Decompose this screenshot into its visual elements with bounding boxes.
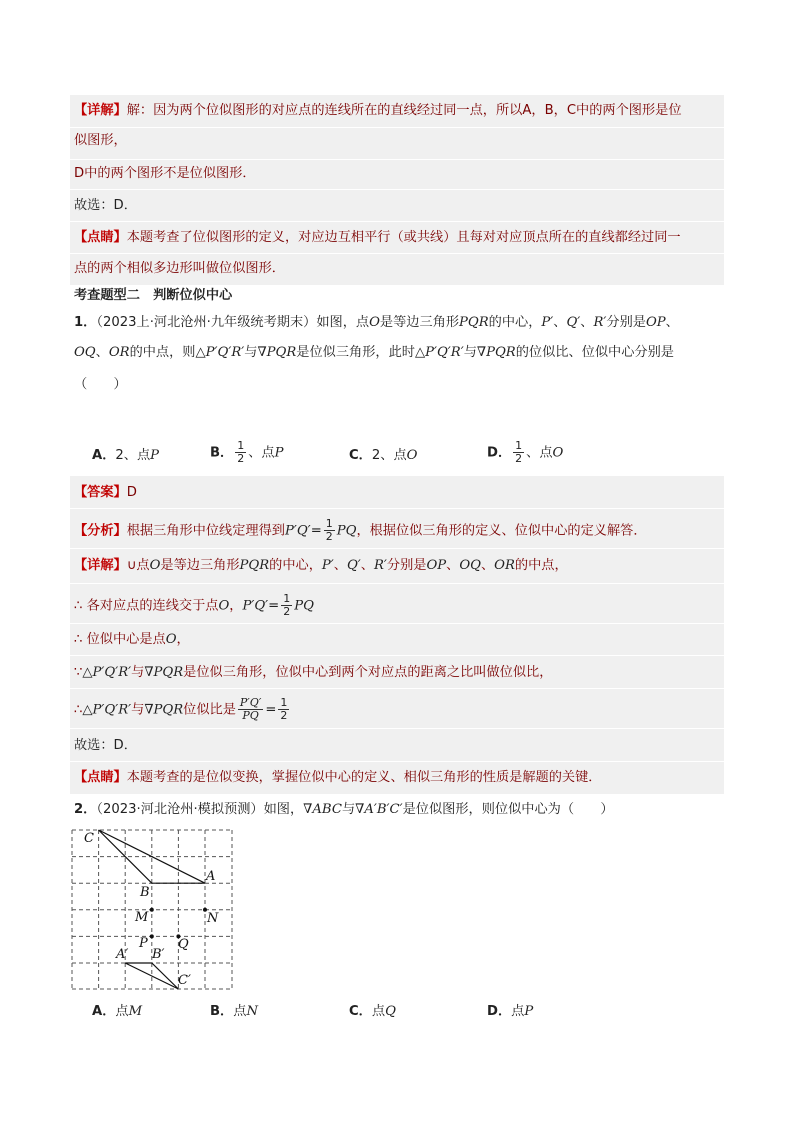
label-p: P — [139, 936, 148, 951]
math-op: = — [268, 598, 280, 614]
math-var: OQ — [459, 558, 481, 573]
math-var: OP — [645, 315, 666, 330]
fraction — [324, 518, 335, 543]
fraction-den: PQ — [242, 709, 259, 722]
fraction — [281, 593, 292, 618]
option-text: 点 — [233, 1004, 247, 1019]
detail-row-2 — [74, 593, 314, 618]
comment-text: 本题考查了位似图形的定义，对应边互相平行（或共线）且每对对应顶点所在的直线都经过同一 — [126, 230, 681, 245]
answer-blank: （ ） — [74, 377, 127, 392]
answer-text: 故选：D． — [74, 738, 137, 753]
divider — [70, 761, 724, 762]
answer-line — [74, 736, 137, 756]
label-c: C — [84, 831, 94, 846]
option-label: D． — [487, 445, 512, 461]
option-a[interactable] — [92, 446, 159, 466]
divider — [70, 127, 724, 128]
detail-text: D中的两个图形不是位似图形． — [74, 166, 256, 181]
math-var: O — [552, 445, 564, 461]
detail-text: 分别是 — [386, 558, 427, 573]
math-var: R′ — [373, 558, 387, 573]
answer-line — [74, 196, 137, 216]
math-var: OR — [494, 558, 515, 573]
question-1-line-1 — [74, 313, 679, 333]
stem-text: 、 — [553, 315, 567, 330]
math-var: ∇PQR — [476, 345, 516, 360]
stem-text: 与 — [341, 802, 356, 817]
point-m — [150, 908, 154, 912]
option-label: B． — [210, 1004, 234, 1019]
divider — [70, 548, 724, 549]
label-m: M — [135, 910, 149, 925]
detail-text: ， — [229, 598, 243, 614]
stem-text: 的中心， — [488, 315, 542, 330]
option-b[interactable] — [210, 440, 284, 465]
detail-text: ∴ 各对应点的连线交于点 — [74, 598, 219, 614]
math-var: ∇PQR — [144, 702, 184, 718]
detail-row-3 — [74, 630, 190, 650]
math-var: Q′ — [566, 315, 581, 330]
option-c[interactable] — [349, 446, 417, 466]
option-label: A． — [92, 448, 116, 463]
fraction-num: 1 — [515, 439, 523, 452]
option-label: A． — [92, 1004, 116, 1019]
math-var: O — [406, 448, 418, 463]
divider — [70, 221, 724, 222]
answer-row — [74, 483, 137, 503]
detail-text: 位似比是 — [183, 702, 236, 718]
math-op: = — [265, 702, 277, 718]
question-number: 1． — [74, 315, 97, 330]
divider — [70, 253, 724, 254]
detail-text: 、 — [360, 558, 374, 573]
detail-text: ∴ — [74, 702, 83, 718]
divider — [70, 623, 724, 624]
math-var: ∇ABC — [303, 802, 342, 817]
math-var: △P′Q′R′ — [414, 345, 464, 360]
option-d[interactable] — [487, 1002, 533, 1022]
stem-text: 、 — [580, 315, 594, 330]
option-text: 2、点 — [115, 448, 151, 463]
detail-text: 的中心， — [269, 558, 322, 573]
math-op: = — [310, 523, 322, 539]
comment-line-1 — [74, 228, 681, 248]
detail-text: 与 — [131, 665, 145, 680]
analysis-tag: 【分析】 — [74, 523, 127, 539]
detail-line-1 — [74, 101, 682, 121]
detail-row-4 — [74, 663, 552, 683]
fraction-den: 2 — [283, 605, 291, 618]
question-1-line-2 — [74, 343, 674, 363]
detail-row-5 — [74, 697, 291, 722]
comment-text: 本题考查的是位似变换，掌握位似中心的定义、相似三角形的性质是解题的关键． — [126, 770, 602, 785]
math-var: PQR — [239, 558, 270, 573]
option-label: C． — [349, 448, 372, 463]
divider — [70, 583, 724, 584]
math-var: PQ — [336, 523, 357, 539]
fraction-num: 1 — [237, 439, 245, 452]
analysis-text: 根据三角形中位线定理得到 — [126, 523, 285, 539]
math-var: OQ — [74, 345, 96, 360]
question-2-line-1 — [74, 800, 614, 820]
question-source: （2023·河北沧州·模拟预测） — [96, 802, 264, 817]
math-var: P — [274, 445, 284, 461]
stem-text: 是等边三角形 — [379, 315, 460, 330]
math-var: O — [218, 598, 230, 614]
divider — [70, 688, 724, 689]
math-var: O — [165, 632, 177, 647]
stem-text: 、 — [95, 345, 109, 360]
math-var: Q — [385, 1004, 396, 1019]
math-var: P′ — [541, 315, 554, 330]
fraction — [235, 440, 246, 465]
option-text: 、点 — [248, 445, 275, 461]
option-c[interactable] — [349, 1002, 396, 1022]
stem-text: 分别是 — [606, 315, 646, 330]
stem-text: 是位似图形，则位似中心为（ ） — [402, 802, 614, 817]
question-1-line-3 — [74, 375, 127, 395]
fraction-den: 2 — [280, 709, 288, 722]
math-var: △P′Q′R′ — [82, 702, 132, 718]
math-var: PQR — [459, 315, 489, 330]
fraction-num: 1 — [280, 696, 288, 709]
fraction-num: 1 — [325, 517, 333, 530]
answer-tag: 【答案】 — [74, 485, 127, 500]
divider — [70, 728, 724, 729]
divider — [70, 655, 724, 656]
fraction-num: P′Q′ — [239, 696, 262, 709]
math-var: OP — [426, 558, 447, 573]
detail-tag: 【详解】 — [74, 558, 127, 573]
label-b-prime: B′ — [152, 947, 165, 962]
math-var: P′Q′ — [242, 598, 269, 614]
fraction — [513, 440, 524, 465]
math-var: P′Q′ — [285, 523, 311, 539]
stem-text: 是位似三角形，此时 — [296, 345, 415, 360]
detail-text: 似图形， — [74, 133, 127, 148]
detail-text: 是等边三角形 — [160, 558, 240, 573]
stem-text: 如图， — [263, 802, 304, 817]
comment-tag: 【点睛】 — [74, 230, 127, 245]
detail-text: ， — [176, 632, 190, 647]
option-label: D． — [487, 1004, 512, 1019]
math-var: P — [524, 1004, 534, 1019]
detail-text: 的中点， — [514, 558, 568, 573]
stem-text: 的中点，则 — [129, 345, 196, 360]
answer-text: 故选：D． — [74, 198, 137, 213]
option-a[interactable] — [92, 1002, 142, 1022]
math-var: Q′ — [346, 558, 361, 573]
stem-text: 如图，点 — [316, 315, 370, 330]
label-c-prime: C′ — [178, 973, 191, 988]
stem-text: 与 — [463, 345, 477, 360]
math-var: P′ — [321, 558, 334, 573]
math-var: △P′Q′R′ — [82, 665, 132, 680]
fraction — [278, 697, 289, 722]
option-text: 点 — [115, 1004, 129, 1019]
math-var: N — [246, 1004, 258, 1019]
point-p — [150, 934, 154, 938]
math-var: O — [149, 558, 161, 573]
detail-line-2 — [74, 131, 127, 151]
option-b[interactable] — [210, 1002, 258, 1022]
detail-text: 是位似三角形，位似中心到两个对应点的距离之比叫做位似比， — [183, 665, 553, 680]
fraction-den: 2 — [237, 452, 245, 465]
stem-text: 与 — [244, 345, 258, 360]
math-var: ∇A′B′C′ — [355, 802, 403, 817]
math-var: PQ — [294, 598, 314, 614]
label-n: N — [207, 911, 219, 926]
option-label: C． — [349, 1004, 372, 1019]
option-text: 点 — [511, 1004, 525, 1019]
math-var: R′ — [593, 315, 607, 330]
detail-text: 、 — [333, 558, 347, 573]
option-text: 、点 — [526, 445, 553, 461]
option-text: 2、点 — [371, 448, 407, 463]
answer-value: D — [126, 485, 137, 500]
detail-text: ∵ — [74, 665, 83, 680]
math-var: OR — [108, 345, 130, 360]
question-source: （2023上·河北沧州·九年级统考期末） — [96, 315, 317, 330]
detail-text: 、 — [480, 558, 495, 573]
comment-tag: 【点睛】 — [74, 770, 127, 785]
detail-text: ∪点 — [126, 558, 150, 573]
math-var: P — [150, 448, 160, 463]
detail-row-1 — [74, 556, 568, 576]
label-q: Q — [178, 937, 189, 952]
math-var: M — [128, 1004, 143, 1019]
stem-text: 的位似比、位似中心分别是 — [515, 345, 674, 360]
section-title: 考查题型二 判断位似中心 — [74, 288, 233, 303]
comment-line-2 — [74, 259, 285, 279]
math-var: ∇PQR — [144, 665, 184, 680]
divider — [70, 508, 724, 509]
detail-tag: 【详解】 — [74, 103, 127, 118]
option-d[interactable] — [487, 440, 563, 465]
fraction-den: 2 — [515, 452, 523, 465]
fraction-num: 1 — [283, 592, 291, 605]
detail-text: 与 — [131, 702, 145, 718]
fraction-den: 2 — [325, 530, 333, 543]
detail-text: 解：因为两个位似图形的对应点的连线所在的直线经过同一点，所以A，B，C中的两个图形是位 — [126, 103, 682, 118]
question-number: 2． — [74, 802, 97, 817]
fraction — [238, 697, 263, 722]
detail-line-3 — [74, 164, 256, 184]
detail-text: 、 — [446, 558, 460, 573]
detail-text: ∴ 位似中心是点 — [74, 632, 166, 647]
solution-block-1 — [70, 95, 724, 285]
divider — [70, 159, 724, 160]
comment-row — [74, 768, 602, 788]
option-text: 点 — [371, 1004, 386, 1019]
math-var: ∇PQR — [257, 345, 297, 360]
label-b: B — [140, 885, 150, 900]
label-a-prime: A′ — [116, 947, 129, 962]
math-var: O — [369, 315, 380, 330]
label-a: A — [206, 869, 216, 884]
comment-text: 点的两个相似多边形叫做位似图形． — [74, 261, 285, 276]
divider — [70, 189, 724, 190]
similarity-figure — [68, 826, 238, 992]
stem-text: 、 — [665, 315, 679, 330]
option-label: B． — [210, 445, 234, 461]
math-var: △P′Q′R′ — [195, 345, 245, 360]
analysis-text: ，根据位似三角形的定义、位似中心的定义解答． — [356, 523, 647, 539]
analysis-row — [74, 518, 647, 543]
